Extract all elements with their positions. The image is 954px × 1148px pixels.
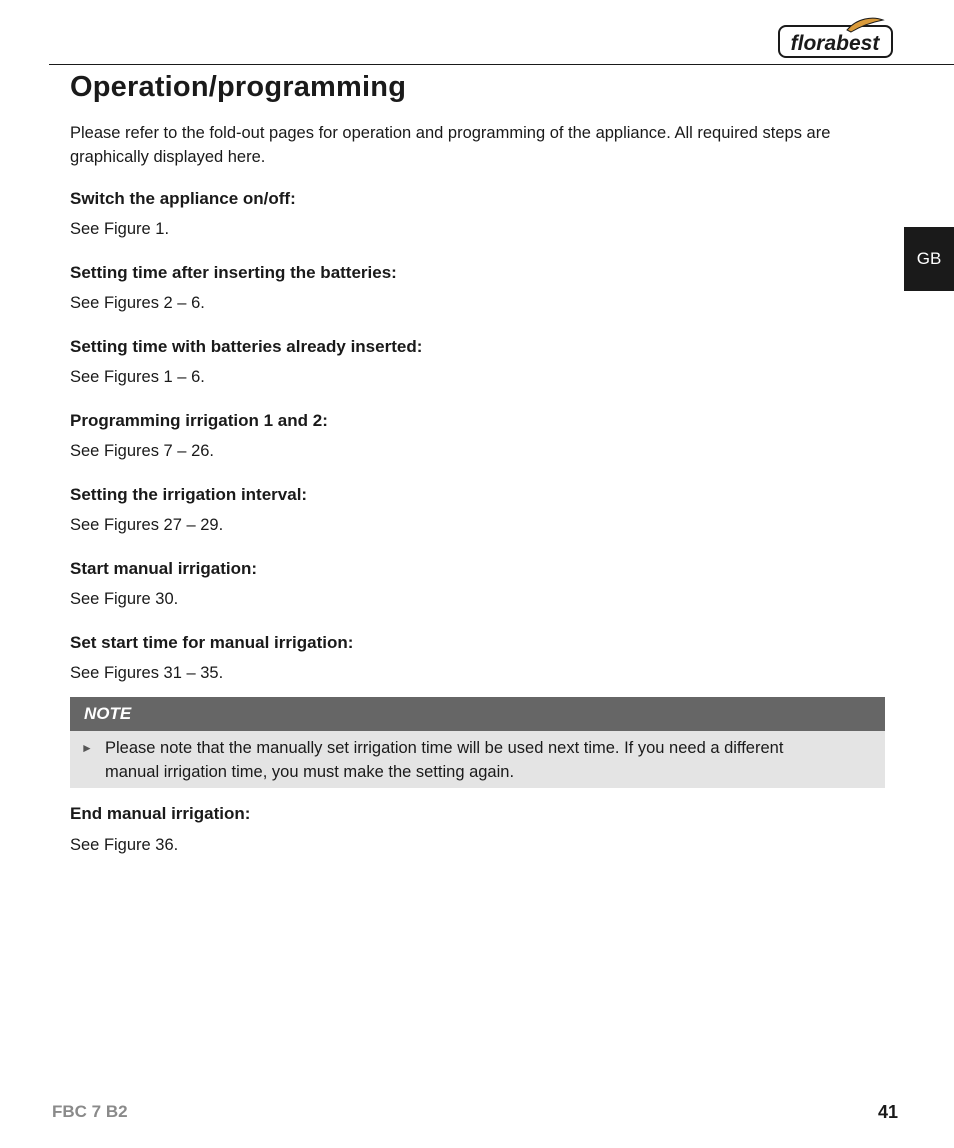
language-tab: GB (904, 227, 954, 291)
section-text-programming-irrigation: See Figures 7 – 26. (70, 442, 215, 460)
section-heading-start-manual: Start manual irrigation: (70, 559, 258, 578)
section-heading-programming-irrigation: Programming irrigation 1 and 2: (70, 411, 328, 430)
section-text-switch-on-off: See Figure 1. (70, 220, 170, 238)
section-text-time-batteries-inserted: See Figures 1 – 6. (70, 368, 205, 386)
section-text-start-manual: See Figure 30. (70, 590, 179, 608)
page-number: 41 (878, 1102, 899, 1122)
section-text-time-after-batteries: See Figures 2 – 6. (70, 294, 205, 312)
note-body (70, 731, 885, 784)
section-text-irrigation-interval: See Figures 27 – 29. (70, 516, 224, 534)
page-title: Operation/programming (70, 71, 407, 103)
section-text-start-time-manual: See Figures 31 – 35. (70, 664, 224, 682)
section-heading-end-manual: End manual irrigation: (70, 804, 251, 823)
note-box (70, 697, 885, 788)
section-heading-start-time-manual: Set start time for manual irrigation: (70, 633, 354, 652)
intro-paragraph: Please refer to the fold-out pages for operation and programming of the appliance. All required steps are graphically displayed here. (70, 124, 831, 166)
section-text-end-manual: See Figure 36. (70, 836, 179, 854)
header-rule (49, 64, 954, 65)
section-heading-irrigation-interval: Setting the irrigation interval: (70, 485, 308, 504)
note-text: Please note that the manually set irrigation time will be used next time. If you need a different manual irrigation time, you must make the setting again. (105, 739, 784, 781)
note-label: NOTE (70, 697, 885, 731)
footer-model: FBC 7 B2 (52, 1102, 128, 1121)
svg-text:florabest: florabest (790, 32, 880, 55)
triangle-right-icon: ► (81, 741, 93, 755)
section-heading-switch-on-off: Switch the appliance on/off: (70, 189, 296, 208)
florabest-logo (777, 17, 894, 59)
section-heading-time-batteries-inserted: Setting time with batteries already inserted: (70, 337, 423, 356)
section-heading-time-after-batteries: Setting time after inserting the batteries: (70, 263, 397, 282)
